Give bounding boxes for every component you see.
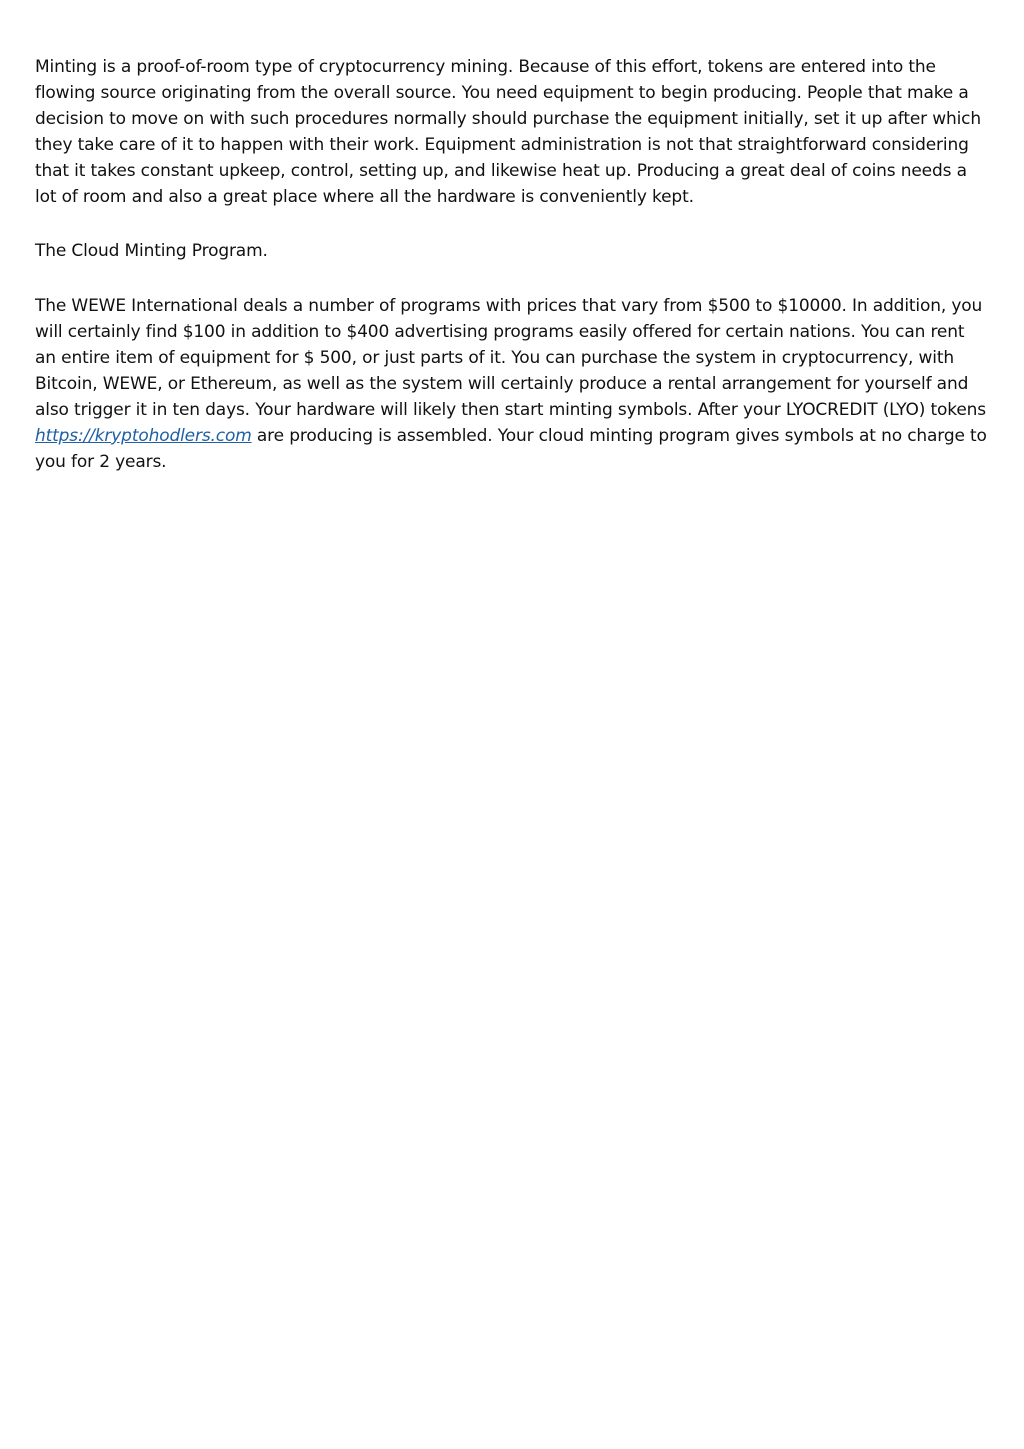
program-paragraph [35,294,990,475]
intro-paragraph: Minting is a proof-of-room type of cryptocurrency mining. Because of this effort, tokens are entered into the flowing source originating from the overall source. You need equipment to begin producing. People that make a decision to move on with such procedures normally should purchase the equipment initially, set it up after which they take care of it to happen with their work. Equipment administration is not that straightforward considering that it takes constant upkeep, control, setting up, and likewise heat up. Producing a great deal of coins needs a lot of room and also a great place where all the hardware is conveniently kept. [35,57,982,207]
section-heading: The Cloud Minting Program. [35,241,268,262]
program-paragraph-text-after-link: are producing is assembled. Your cloud minting program gives symbols at no charge to you for 2 years. [35,425,987,472]
document-page [35,55,990,505]
program-paragraph-text-before-link: The WEWE International deals a number of programs with prices that vary from $500 to $10000. In addition, you will certainly find $100 in addition to $400 advertising programs easily offered for certain nations. You can rent an entire item of equipment for $ 500, or just parts of it. You can purchase the system in cryptocurrency, with Bitcoin, WEWE, or Ethereum, as well as the system will certainly produce a rental arrangement for yourself and also trigger it in ten days. Your hardware will likely then start minting symbols. After your LYOCREDIT (LYO) tokens [35,296,987,420]
kryptohodlers-link[interactable]: https://kryptohodlers.com [35,425,252,446]
